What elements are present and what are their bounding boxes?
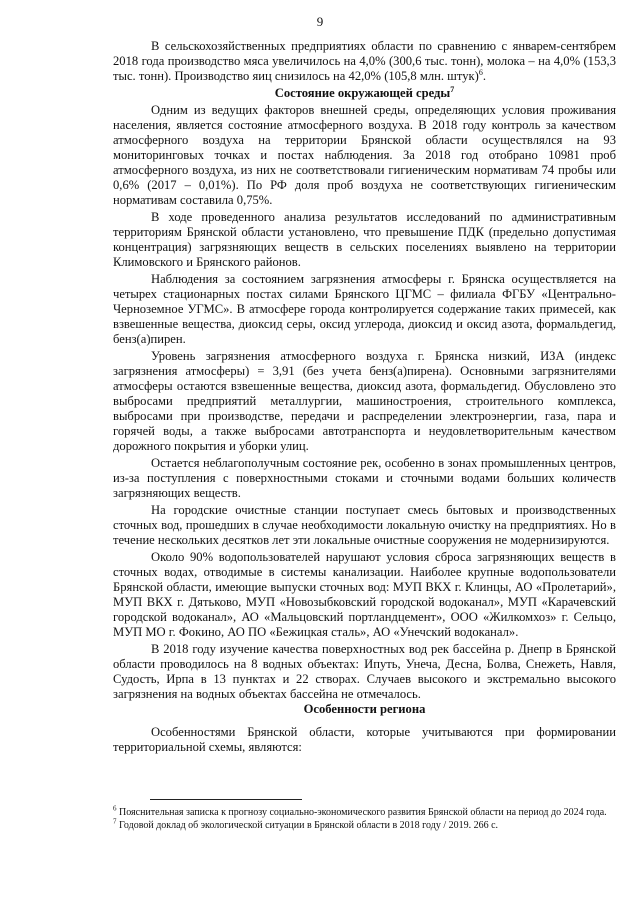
footnote-divider xyxy=(150,799,302,800)
document-body xyxy=(113,39,616,755)
heading-text: Состояние окружающей среды xyxy=(274,86,451,100)
section-heading-environment xyxy=(113,86,616,101)
footnote-ref-6[interactable]: 6 xyxy=(478,67,483,77)
paragraph-dnepr-basin: В 2018 году изучение качества поверхностных вод рек бассейна р. Днепр в Брянской области проводилось на 8 водных объектах: Ипуть, Унеча, Десна, Болва, Снежеть, Навля, Судость, Ирпа в 13 пунктах и 22 створах. Случаев высокого и экстремально высокого загрязнения на водных объектах бассейна не отмечалось. xyxy=(113,642,616,701)
paragraph-agriculture xyxy=(113,39,616,84)
footnote-mark: 7 xyxy=(113,817,117,826)
paragraph-pdk-analysis: В ходе проведенного анализа результатов исследований по административным территориям Брянской области установлено, что превышение ПДК (предельно допустимая концентрация) загрязняющих веществ в сельских поселениях выявлено на территории Климовского и Брянского районов. xyxy=(113,210,616,269)
footnote-7 xyxy=(113,817,616,832)
paragraph-rivers: Остается неблагополучным состояние рек, особенно в зонах промышленных центров, из-за поступления с поверхностными стоками и сточными водами больших количеств загрязняющих веществ. xyxy=(113,456,616,500)
footnote-text: Годовой доклад об экологической ситуации в Брянской области в 2018 году / 2019. 266 с. xyxy=(119,820,499,831)
paragraph-water-users: Около 90% водопользователей нарушают условия сброса загрязняющих веществ в сточных водах, отводимые в системы канализации. Наиболее крупные водопользователи Брянской области, имеющие выпуски сточных вод: МУП ВКХ г. Клинцы, АО «Пролетарий», МУП ВКХ г. Дятьково, МУП «Новозыбковский городской водоканал», МУП «Карачевский городской водоканал», АО «Мальцовский портландцемент», ООО «Жилкомхоз» г. Сельцо, МУП МО г. Фокино, АО ПО «Бежицкая сталь», АО «Унечский водоканал». xyxy=(113,550,616,639)
paragraph-bryansk-monitoring: Наблюдения за состоянием загрязнения атмосферы г. Брянска осуществляется на четырех стационарных постах силами Брянского ЦГМС – филиала ФГБУ «Центрально-Черноземное УГМС». В атмосфере города контролируется содержание таких примесей, как взвешенные вещества, диоксид серы, оксид углерода, диоксид и оксид азота, формальдегид, бенз(а)пирен. xyxy=(113,272,616,346)
footnote-6 xyxy=(113,804,616,819)
section-heading-region: Особенности региона xyxy=(303,702,426,716)
footnote-ref-7[interactable]: 7 xyxy=(450,84,455,94)
paragraph-text: В сельскохозяйственных предприятиях области по сравнению с январем-сентябрем 2018 года производство мяса увеличилось на 4,0% (300,6 тыс. тонн), молока – на 4,0% (153,3 тыс. тонн). Производство яиц снизилось на 42,0% (105,8 млн. штук) xyxy=(113,39,616,83)
page-number: 9 xyxy=(316,14,324,29)
paragraph-treatment-plants: На городские очистные станции поступает смесь бытовых и производственных сточных вод, прошедших в случае необходимости локальную очистку на предприятиях. Но в течение нескольких десятков лет эти локальные очистные сооружения не модернизируются. xyxy=(113,503,616,547)
paragraph-region-features: Особенностями Брянской области, которые учитываются при формировании территориальной схемы, являются: xyxy=(113,725,616,754)
footnote-text: Пояснительная записка к прогнозу социально-экономического развития Брянской области на период до 2024 года. xyxy=(119,807,607,818)
footnotes xyxy=(113,804,616,833)
footnote-mark: 6 xyxy=(113,804,117,813)
paragraph-air-quality: Одним из ведущих факторов внешней среды, определяющих условия проживания населения, является состояние атмосферного воздуха. В 2018 году контроль за качеством атмосферного воздуха на территории Брянской области осуществлялся на 93 мониторинговых точках и постах наблюдения. За 2018 год отобрано 10981 проб атмосферного воздуха, из них не соответствовали гигиеническим нормативам 74 пробы или 0,6% (2017 – 0,01%). По РФ доля проб воздуха не соответствующих гигиеническим нормативам составила 0,75%. xyxy=(113,103,616,207)
paragraph-pollution-level: Уровень загрязнения атмосферного воздуха г. Брянска низкий, ИЗА (индекс загрязнения атмосферы) = 3,91 (без учета бенз(а)пирена). Основными загрязнителями атмосферы остаются взвешенные вещества, диоксид азота, формальдегид. Обусловлено это выбросами предприятий металлургии, машиностроения, строительного комплекса, выбросами при производстве, передачи и распределении электроэнергии, газа, пара и горячей воды, а также выбросами автотранспорта и неудовлетворительным качеством дорожного покрытия и уборки улиц. xyxy=(113,349,616,453)
paragraph-tail: . xyxy=(482,69,486,83)
